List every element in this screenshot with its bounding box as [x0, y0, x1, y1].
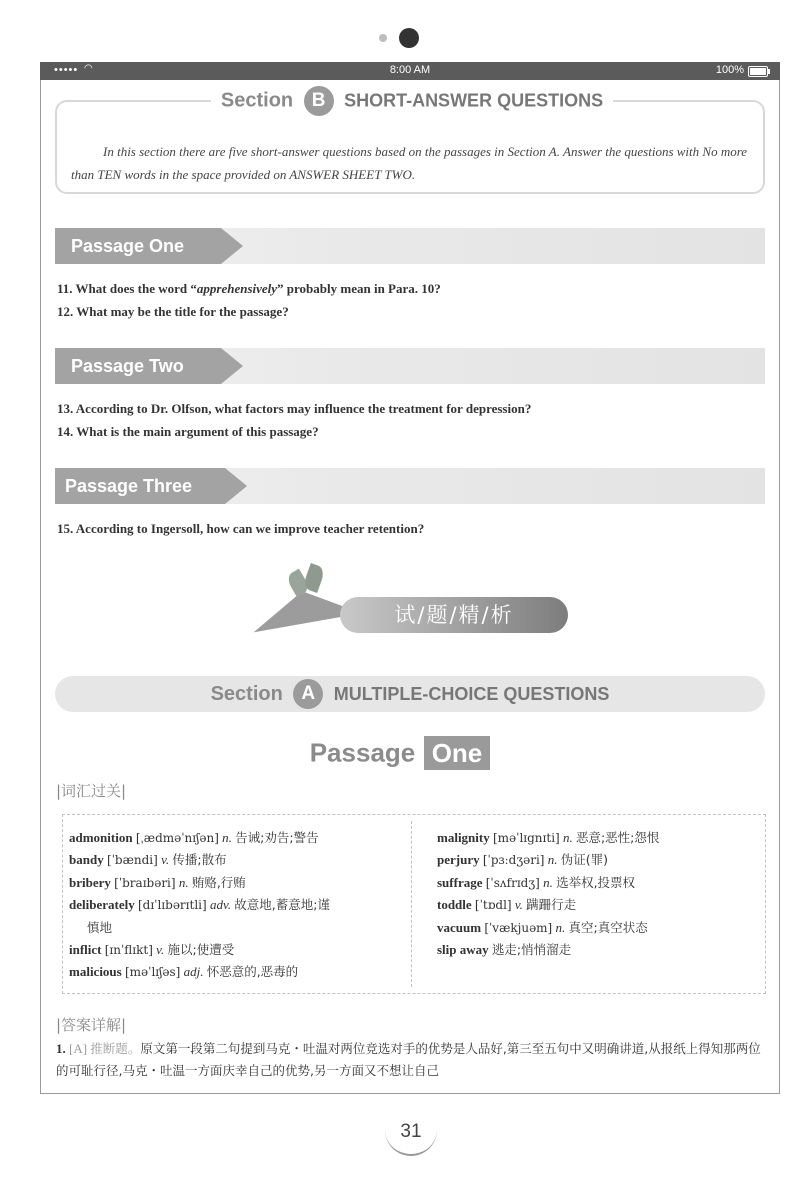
vocab-box: [62, 814, 766, 994]
section-word: Section: [220, 89, 294, 112]
battery-percent: 100%: [715, 64, 744, 76]
passage-one-label: [55, 228, 221, 264]
signal-strength: •••••: [54, 64, 79, 76]
battery-icon: [748, 66, 768, 77]
page-dot-inactive[interactable]: [379, 34, 387, 42]
passage-two-label: [55, 348, 221, 384]
question-13: 13. According to Dr. Olfson, what factors may influence the treatment for depression?: [57, 401, 532, 416]
passage-three-bar: [55, 468, 765, 504]
vocab-entry: suffrage [ˈsʌfrɪdʒ] n. 选举权,投票权: [437, 874, 636, 890]
passage-one-bar: [55, 228, 765, 264]
vocab-entry: bandy [ˈbændi] v. 传播;散布: [69, 852, 227, 868]
analysis-banner: [250, 565, 580, 645]
section-b-instructions: In this section there are five short-answer questions based on the passages in Section A. Answer the questions with No more than TEN words in the space provided on ANSWER SHEET TWO.: [71, 144, 748, 182]
vocab-column-left: [69, 827, 405, 984]
passage-two-bar: [55, 348, 765, 384]
passage-label-text: Passage One: [71, 236, 185, 256]
page-number: 31: [385, 1110, 437, 1156]
section-title: SHORT-ANSWER QUESTIONS: [344, 90, 604, 111]
clock: 8:00 AM: [389, 64, 431, 76]
section-a-header: [55, 676, 765, 712]
vocab-entry: vacuum [ˈvækjuəm] n. 真空;真空状态: [437, 919, 648, 935]
status-bar: [40, 62, 780, 80]
question-12: 12. What may be the title for the passage?: [57, 304, 289, 319]
question-15: 15. According to Ingersoll, how can we improve teacher retention?: [57, 521, 425, 536]
section-b-box: [55, 89, 765, 194]
passage-title: Passage One: [0, 736, 800, 770]
page-indicator[interactable]: [0, 28, 800, 48]
vocab-entry: deliberately [dɪˈlɪbərɪtli] adv. 故意地,蓄意地;谨: [69, 897, 330, 913]
vocab-entry: slip away 逃走;悄悄溜走: [437, 942, 572, 958]
section-letter-badge: B: [304, 86, 334, 116]
vocab-entry: bribery [ˈbraɪbəri] n. 贿赂,行贿: [69, 874, 246, 890]
wifi-icon: ◠: [84, 63, 93, 74]
vocab-entry-continued: 慎地: [87, 919, 113, 935]
passage-number-badge: One: [424, 736, 491, 770]
vocab-entry: inflict [ɪnˈflɪkt] v. 施以;使遭受: [69, 942, 235, 958]
passage-label-text: Passage Three: [65, 476, 193, 496]
section-title: MULTIPLE-CHOICE QUESTIONS: [333, 684, 610, 704]
vocab-entry: malicious [məˈlɪʃəs] adj. 怀恶意的,恶毒的: [69, 964, 299, 980]
answer-label: |答案详解|: [56, 1016, 127, 1034]
vocab-entry: admonition [ˌædməˈnɪʃən] n. 告诫;劝告;警告: [69, 830, 319, 845]
question-11: 11. What does the word “apprehensively” probably mean in Para. 10?: [57, 281, 441, 296]
passage-three-label: [55, 468, 225, 504]
passage-label-text: Passage Two: [71, 356, 184, 376]
vocab-entry: perjury [ˈpɜːdʒəri] n. 伪证(罪): [437, 852, 608, 868]
vocab-entry: toddle [ˈtɒdl] v. 蹒跚行走: [437, 897, 577, 913]
vocab-entry: malignity [məˈlɪgnɪti] n. 恶意;恶性;怨恨: [437, 830, 660, 845]
vocab-label: |词汇过关|: [56, 782, 127, 800]
page-dot-active[interactable]: [399, 28, 419, 48]
section-letter-badge: A: [293, 679, 323, 709]
analysis-banner-text: 试/题/精/析: [340, 597, 568, 633]
section-word: Section: [210, 683, 283, 705]
section-b-header: [57, 86, 767, 116]
answer-explanation: 1. [A] 推断题。原文第一段第二句提到马克・吐温对两位竞选对手的优势是人品好,第三至五句中又明确讲道,从报纸上得知那两位的可耻行径,马克・吐温一方面庆幸自己的优势,另一方面又不想让自己: [56, 1041, 761, 1078]
question-14: 14. What is the main argument of this passage?: [57, 424, 319, 439]
vocab-column-right: [437, 827, 757, 961]
